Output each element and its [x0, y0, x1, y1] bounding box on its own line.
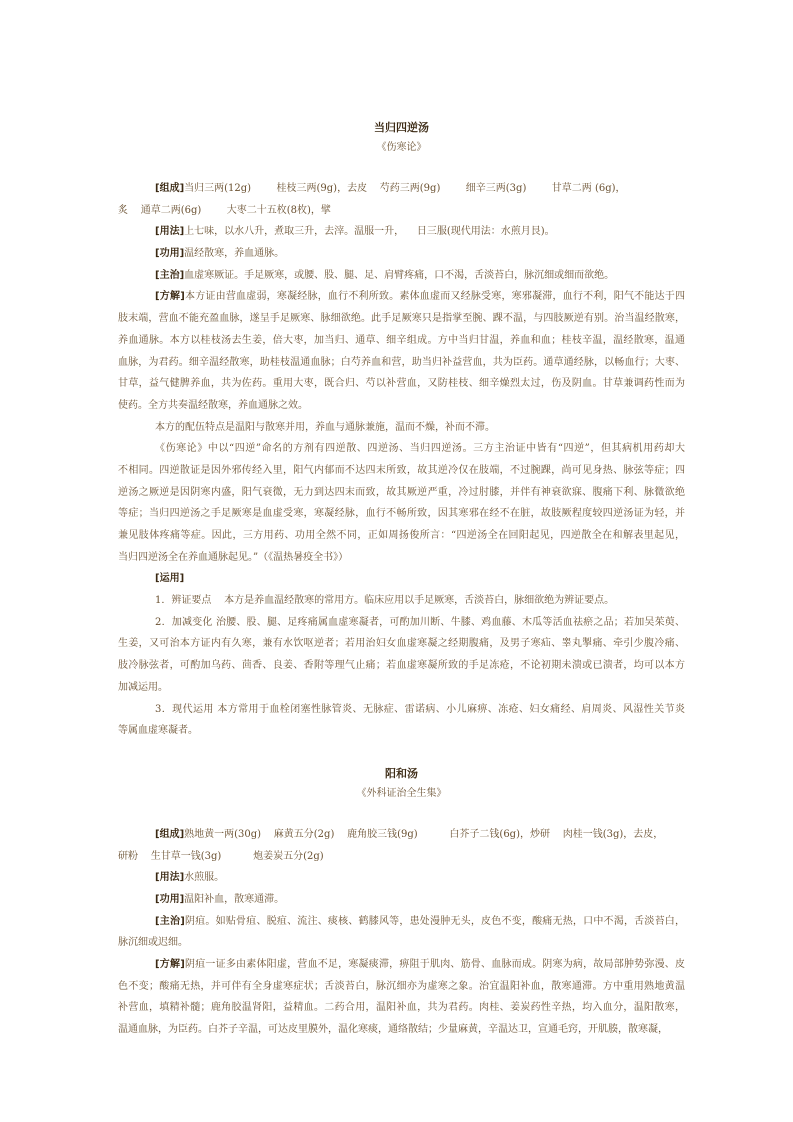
paragraph — [118, 265, 685, 287]
text-line — [118, 699, 685, 721]
line-text: 不相同。四逆散证是因外邪传经入里，阳气内郁而不达四末所致，故其逆冷仅在肢端，不过腕踝，尚可见身热、脉弦等症；四 — [118, 464, 685, 476]
text-line — [118, 633, 685, 655]
section-label: [用法] — [155, 872, 185, 884]
line-text: 补营血，填精补髓；鹿角胶温肾阳，益精血。二药合用，温阳补血，共为君药。肉桂、姜炭药性辛热，均入血分，温阳散寒， — [118, 1002, 685, 1014]
paragraph — [118, 867, 685, 889]
formula-section — [118, 118, 685, 742]
text-line — [118, 612, 685, 634]
section-label: [功用] — [155, 248, 185, 260]
line-text: 温通血脉，为臣药。白芥子辛温，可达皮里膜外，温化寒痰，通络散结；少量麻黄，辛温达卫，宣通毛窍，开肌腠，散寒凝， — [118, 1024, 668, 1036]
line-text: 等属血虚寒凝者。 — [118, 725, 198, 737]
text-line — [118, 417, 685, 439]
text-line — [118, 200, 685, 222]
line-text: 当归三两(12g) 桂枝三两(9g)，去皮 芍药三两(9g) 细辛三两(3g) 甘草二两 (6g)， — [184, 183, 626, 194]
text-line — [118, 655, 685, 677]
paragraph — [118, 612, 685, 699]
line-text: 脉沉细或迟细。 — [118, 937, 188, 949]
text-line — [118, 720, 685, 742]
section-label: [用法] — [155, 226, 185, 238]
text-line — [118, 330, 685, 352]
text-line — [118, 867, 685, 889]
line-text: 甘草，益气健脾养血，共为佐药。重用大枣，既合归、芍以补营血，又防桂枝、细辛燥烈太过，伤及阴血。甘草兼调药性而为 — [118, 378, 685, 390]
text-line — [118, 265, 685, 287]
document-page — [118, 118, 685, 1041]
paragraph — [118, 889, 685, 911]
line-text: 研粉 生甘草一钱(3g) 炮姜炭五分(2g) — [118, 850, 324, 862]
line-text: 温经散寒，养血通脉。 — [184, 248, 285, 260]
paragraph — [118, 954, 685, 1041]
text-line — [118, 997, 685, 1019]
text-line — [118, 677, 685, 699]
text-line — [118, 178, 685, 200]
line-text: 温阳补血，散寒通滞。 — [184, 893, 285, 905]
section-label: [组成] — [155, 183, 185, 194]
section-label: [组成] — [155, 828, 185, 840]
line-text: 等症；当归四逆汤之手足厥寒是血虚受寒，寒凝经脉，血行不畅所致，因其寒邪在经不在脏，故肢厥程度较四逆汤证为轻，并 — [118, 508, 685, 520]
text-line — [118, 308, 685, 330]
text-line — [118, 503, 685, 525]
text-line — [118, 889, 685, 911]
paragraph — [118, 699, 685, 742]
line-text: 炙 通草二两(6g) 大枣二十五枚(8枚)，擘 — [118, 204, 331, 216]
line-text: 血虚寒厥证。手足厥寒，或腰、股、腿、足、肩臂疼痛，口不渴，舌淡苔白，脉沉细或细而欲绝。 — [184, 269, 615, 281]
text-line — [118, 438, 685, 460]
text-line — [118, 846, 685, 868]
text-line — [118, 954, 685, 976]
line-text: 本方的配伍特点是温阳与散寒并用，养血与通脉兼施，温而不燥，补而不滞。 — [155, 421, 495, 433]
line-text: 血脉，为君药。细辛温经散寒，助桂枝温通血脉；白芍养血和营，助当归补益营血，共为臣药。通草通经脉，以畅血行；大枣、 — [118, 356, 685, 368]
line-text: 色不变；酸痛无热，并可伴有全身虚寒症状；舌淡苔白，脉沉细亦为虚寒之象。治宜温阳补血，散寒通滞。方中重用熟地黄温 — [118, 980, 685, 992]
paragraph — [118, 417, 685, 439]
text-line — [118, 525, 685, 547]
line-text: 本方证由营血虚弱，寒凝经脉，血行不利所致。素体血虚而又经脉受寒，寒邪凝滞，血行不利，阳气不能达于四 — [184, 291, 686, 303]
line-text: 肢冷脉弦者，可酌加乌药、茴香、良姜、香附等理气止痛；若血虚寒凝所致的手足冻疮，不论初期未溃或已溃者，均可以本方 — [118, 660, 685, 672]
section-label: [运用] — [155, 573, 185, 585]
formula-title: 阳和汤 — [385, 766, 418, 780]
line-text: 上七味，以水八升，煮取三升，去滓。温服一升， 日三服(现代用法：水煎月艮)。 — [184, 226, 555, 238]
text-line — [118, 824, 685, 846]
line-text: 生姜，又可治本方证内有久寒，兼有水饮呕逆者；若用治妇女血虚寒凝之经期腹痛，及男子寒疝、睾丸掣痛、牵引少腹冷痛、 — [118, 638, 685, 650]
text-line — [118, 590, 685, 612]
line-text: 阴疽一证多由素体阳虚，营血不足，寒凝痰滞，痹阻于肌肉、筋骨、血脉而成。阴寒为病，故局部肿势弥漫、皮 — [184, 959, 686, 970]
section-label: [主治] — [155, 915, 185, 927]
paragraph — [118, 590, 685, 612]
paragraph — [118, 911, 685, 954]
text-line — [118, 911, 685, 933]
text-line — [118, 460, 685, 482]
section-label: [方解] — [155, 291, 185, 303]
section-label: [功用] — [155, 893, 185, 905]
line-text: 熟地黄一两(30g) 麻黄五分(2g) 鹿角胶三钱(9g) 白芥子二钱(6g)，炒研 肉桂一钱(3g)，去皮， — [184, 828, 664, 840]
formula-source: 《伤寒论》 — [376, 142, 427, 153]
text-line — [118, 932, 685, 954]
paragraph — [118, 568, 685, 590]
line-text: 逆汤之厥逆是因阴寒内盛，阳气衰微，无力到达四末而致，故其厥逆严重，冷过肘膝，并伴有神衰欲寐、腹痛下利、脉微欲绝 — [118, 486, 685, 498]
line-text: 《伤寒论》中以“四逆”命名的方剂有四逆散、四逆汤、当归四逆汤。三方主治证中皆有“四逆”，但其病机用药却大 — [155, 443, 685, 455]
line-text: 兼见肢体疼痛等症。因此，三方用药、功用全然不同，正如周扬俊所言：“四逆汤全在回阳起见，四逆散全在和解表里起见， — [118, 530, 685, 541]
line-text: 养血通脉。本方以桂枝汤去生姜，倍大枣，加当归、通草、细辛组成。方中当归甘温，养血和血；桂枝辛温，温经散寒，温通 — [118, 334, 685, 346]
paragraph — [118, 438, 685, 568]
formula-title: 当归四逆汤 — [374, 121, 429, 134]
text-line — [118, 373, 685, 395]
section-label: [方解] — [155, 959, 185, 970]
line-text: 使药。全方共奏温经散寒，养血通脉之效。 — [118, 399, 308, 411]
text-line — [118, 568, 685, 590]
line-text: 当归四逆汤全在养血通脉起见。”（《温热暑疫全书》） — [118, 551, 349, 563]
text-line — [118, 221, 685, 243]
line-text: 3．现代运用 本方常用于血栓闭塞性脉管炎、无脉症、雷诺病、小儿麻痹、冻疮、妇女痛经、肩周炎、风湿性关节炎 — [155, 703, 685, 715]
text-line — [118, 395, 685, 417]
text-line — [118, 1019, 685, 1041]
line-text: 肢末端，营血不能充盈血脉，遂呈手足厥寒、脉细欲绝。此手足厥寒只是指掌至腕、踝不温，与四肢厥逆有别。治当温经散寒， — [118, 313, 685, 325]
text-line — [118, 976, 685, 998]
paragraph — [118, 286, 685, 416]
text-line — [118, 243, 685, 265]
formula-source: 《外科证治全生集》 — [356, 787, 447, 799]
text-line — [118, 482, 685, 504]
text-line — [118, 286, 685, 308]
text-line — [118, 547, 685, 569]
line-text: 水煎服。 — [184, 872, 225, 884]
paragraph — [118, 178, 685, 221]
paragraph — [118, 243, 685, 265]
line-text: 1．辨证要点 本方是养血温经散寒的常用方。临床应用以手足厥寒，舌淡苔白，脉细欲绝为辨证要点。 — [155, 595, 615, 607]
section-label: [主治] — [155, 269, 185, 281]
line-text: 加减运用。 — [118, 681, 168, 693]
line-text: 2．加减变化 治腰、股、腿、足疼痛属血虚寒凝者，可酌加川断、牛膝、鸡血藤、木瓜等活血祛瘀之品；若加吴茱萸、 — [155, 616, 685, 628]
line-text: 阴疽。如贴骨疽、脱疽、流注、痰核、鹤膝风等，患处漫肿无头，皮色不变，酸痛无热，口中不渴，舌淡苔白， — [184, 915, 686, 927]
formula-section — [118, 764, 685, 1041]
text-line — [118, 352, 685, 374]
paragraph — [118, 221, 685, 243]
paragraph — [118, 824, 685, 867]
